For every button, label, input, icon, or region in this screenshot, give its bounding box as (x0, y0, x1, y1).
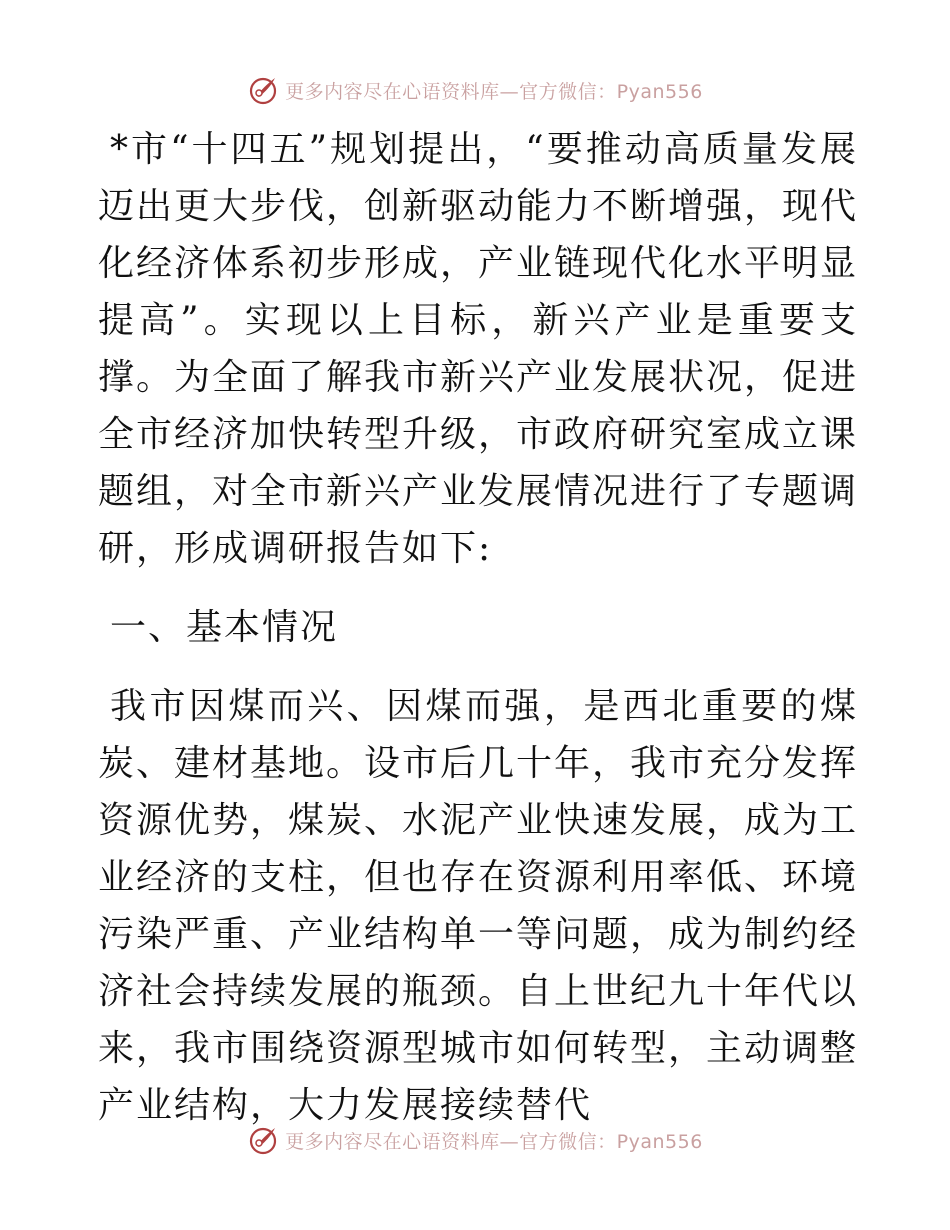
footer-watermark (0, 1120, 950, 1160)
document-body (98, 121, 858, 1134)
paragraph-intro: *市“十四五”规划提出，“要推动高质量发展迈出更大步伐，创新驱动能力不断增强，现代化经济体系初步形成，产业链现代化水平明显提高”。实现以上目标，新兴产业是重要支撑。为全面了解我市新兴产业发展状况，促进全市经济加快转型升级，市政府研究室成立课题组，对全市新兴产业发展情况进行了专题调研，形成调研报告如下: (98, 129, 859, 569)
watermark-text: 更多内容尽在心语资料库—官方微信：Pyan556 (285, 1130, 703, 1153)
section-heading: 一、基本情况 (110, 607, 339, 648)
watermark-text: 更多内容尽在心语资料库—官方微信：Pyan556 (285, 80, 703, 103)
paragraph-basic-situation: 我市因煤而兴、因煤而强，是西北重要的煤炭、建材基地。设市后几十年，我市充分发挥资源优势，煤炭、水泥产业快速发展，成为工业经济的支柱，但也存在资源利用率低、环境污染严重、产业结构单一等问题，成为制约经济社会持续发展的瓶颈。自上世纪九十年代以来，我市围绕资源型城市如何转型，主动调整产业结构，大力发展接续替代 (98, 686, 859, 1126)
quill-logo-icon (247, 1124, 279, 1156)
header-watermark (0, 70, 950, 110)
quill-logo-icon (247, 74, 279, 106)
